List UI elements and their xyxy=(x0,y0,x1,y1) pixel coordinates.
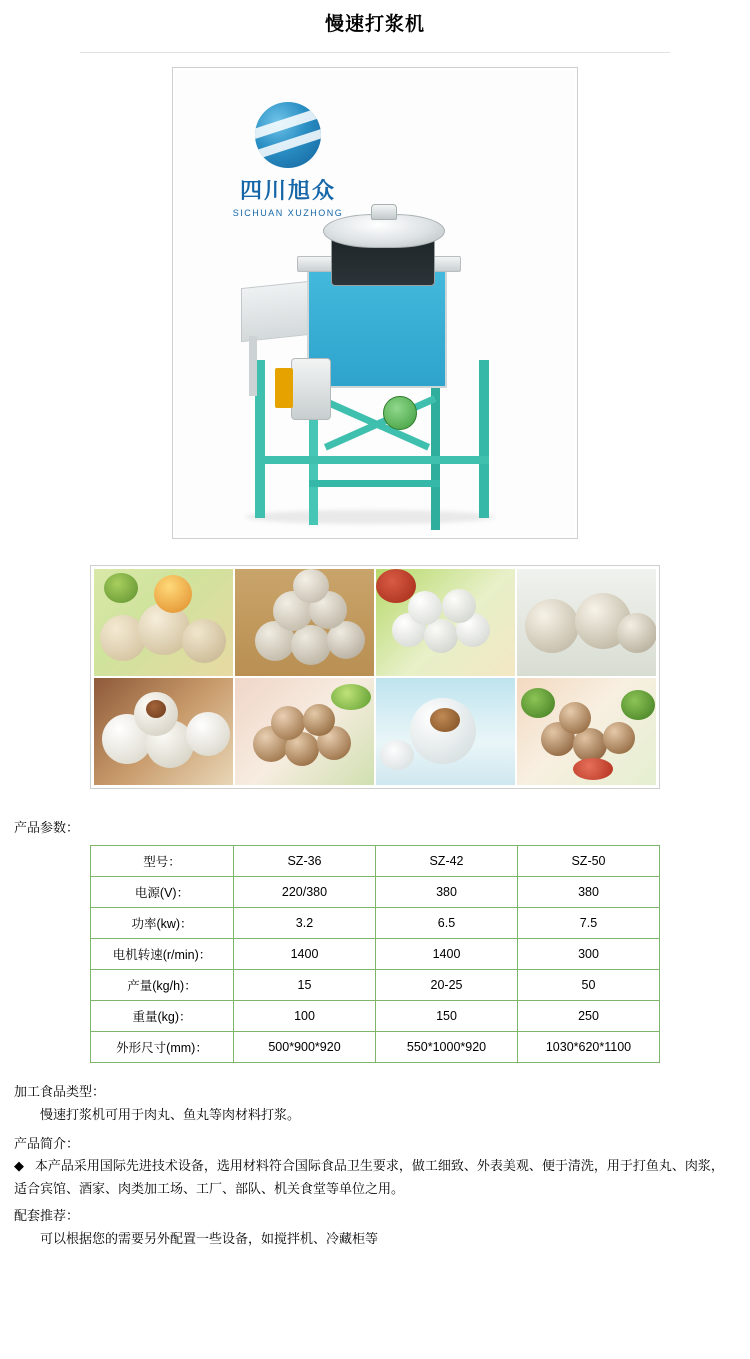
food-type-label: 加工食品类型： xyxy=(14,1084,106,1099)
spec-label: 产品参数： xyxy=(14,820,80,835)
spec-cell: 100 xyxy=(234,1001,376,1032)
spec-row-head: 型号： xyxy=(91,846,234,877)
spec-cell: SZ-50 xyxy=(518,846,660,877)
table-row xyxy=(91,1001,660,1032)
product-image-frame xyxy=(172,67,578,539)
spec-cell: 7.5 xyxy=(518,908,660,939)
page-title: 慢速打浆机 xyxy=(324,14,425,35)
spec-cell: 500*900*920 xyxy=(234,1032,376,1063)
gallery-cell-meatball-broccoli xyxy=(517,678,656,785)
recommend-section xyxy=(14,1205,750,1251)
gallery-cell-meatball-stuffed xyxy=(94,569,233,676)
intro-text: 本产品采用国际先进技术设备，选用材料符合国际食品卫生要求，做工细致、外表美观、便于清洗，用于打鱼丸、肉浆，适合宾馆、酒家、肉类加工场、工厂、部队、机关食堂等单位之用。 xyxy=(14,1158,724,1196)
brand-logo xyxy=(213,102,363,218)
spec-row-head: 功率(kw)： xyxy=(91,908,234,939)
spec-cell: 3.2 xyxy=(234,908,376,939)
brand-logo-en: SICHUAN XUZHONG xyxy=(232,208,344,218)
table-row xyxy=(91,908,660,939)
gallery-cell-fishball-green xyxy=(376,569,515,676)
spec-row-head: 电机转速(r/min)： xyxy=(91,939,234,970)
intro-label: 产品简介： xyxy=(14,1135,80,1151)
machine-frame-crossbar xyxy=(255,456,489,464)
gallery-cell-meatball-plain-stack xyxy=(235,569,374,676)
machine-shadow xyxy=(245,510,495,524)
title-divider xyxy=(80,52,670,53)
spec-table xyxy=(90,845,660,1063)
spec-cell: 150 xyxy=(376,1001,518,1032)
spec-row-head: 产量(kg/h)： xyxy=(91,970,234,1001)
bullet-icon: ◆ xyxy=(14,1158,24,1174)
gallery-cell-meatball-plate xyxy=(235,678,374,785)
spec-cell: 50 xyxy=(518,970,660,1001)
machine-frame-crossbar-lower xyxy=(309,480,440,487)
spec-row-head: 重量(kg)： xyxy=(91,1001,234,1032)
recommend-text: 可以根据您的需要另外配置一些设备，如搅拌机、冷藏柜等 xyxy=(40,1230,379,1246)
machine-lid-handle xyxy=(371,204,397,220)
intro-paragraph xyxy=(14,1155,732,1201)
gallery-grid xyxy=(94,569,656,785)
gallery-cell-meatball-soup xyxy=(517,569,656,676)
gallery-cell-meatball-cut xyxy=(94,678,233,785)
gallery-frame xyxy=(90,565,660,789)
spec-row-head: 电源(V)： xyxy=(91,877,234,908)
recommend-label: 配套推荐： xyxy=(14,1207,80,1223)
globe-icon xyxy=(255,102,321,168)
food-type-text: 慢速打浆机可用于肉丸、鱼丸等肉材料打浆。 xyxy=(40,1106,301,1122)
table-row xyxy=(91,970,660,1001)
spec-cell: 1030*620*1100 xyxy=(518,1032,660,1063)
table-row xyxy=(91,939,660,970)
table-row xyxy=(91,877,660,908)
spec-cell: 380 xyxy=(376,877,518,908)
brand-logo-cn: 四川旭众 xyxy=(239,178,336,203)
spec-cell: 550*1000*920 xyxy=(376,1032,518,1063)
food-type-section xyxy=(14,1081,750,1127)
spec-cell: 15 xyxy=(234,970,376,1001)
machine-frame-leg-right xyxy=(479,360,489,518)
machine-illustration xyxy=(235,210,535,520)
spec-cell: SZ-42 xyxy=(376,846,518,877)
table-row xyxy=(91,1032,660,1063)
spec-cell: 1400 xyxy=(234,939,376,970)
intro-section xyxy=(14,1133,750,1201)
spec-cell: SZ-36 xyxy=(234,846,376,877)
spec-cell: 250 xyxy=(518,1001,660,1032)
spec-cell: 300 xyxy=(518,939,660,970)
machine-motor-terminal xyxy=(275,368,293,408)
product-image xyxy=(175,70,575,536)
spec-cell: 6.5 xyxy=(376,908,518,939)
spec-cell: 380 xyxy=(518,877,660,908)
machine-pulley xyxy=(383,396,417,430)
spec-cell: 20-25 xyxy=(376,970,518,1001)
spec-cell: 1400 xyxy=(376,939,518,970)
spec-row-head: 外形尺寸(mm)： xyxy=(91,1032,234,1063)
machine-motor xyxy=(291,358,331,420)
table-row xyxy=(91,846,660,877)
machine-side-table-leg xyxy=(249,336,257,396)
gallery-cell-fishball-bowl xyxy=(376,678,515,785)
spec-cell: 220/380 xyxy=(234,877,376,908)
